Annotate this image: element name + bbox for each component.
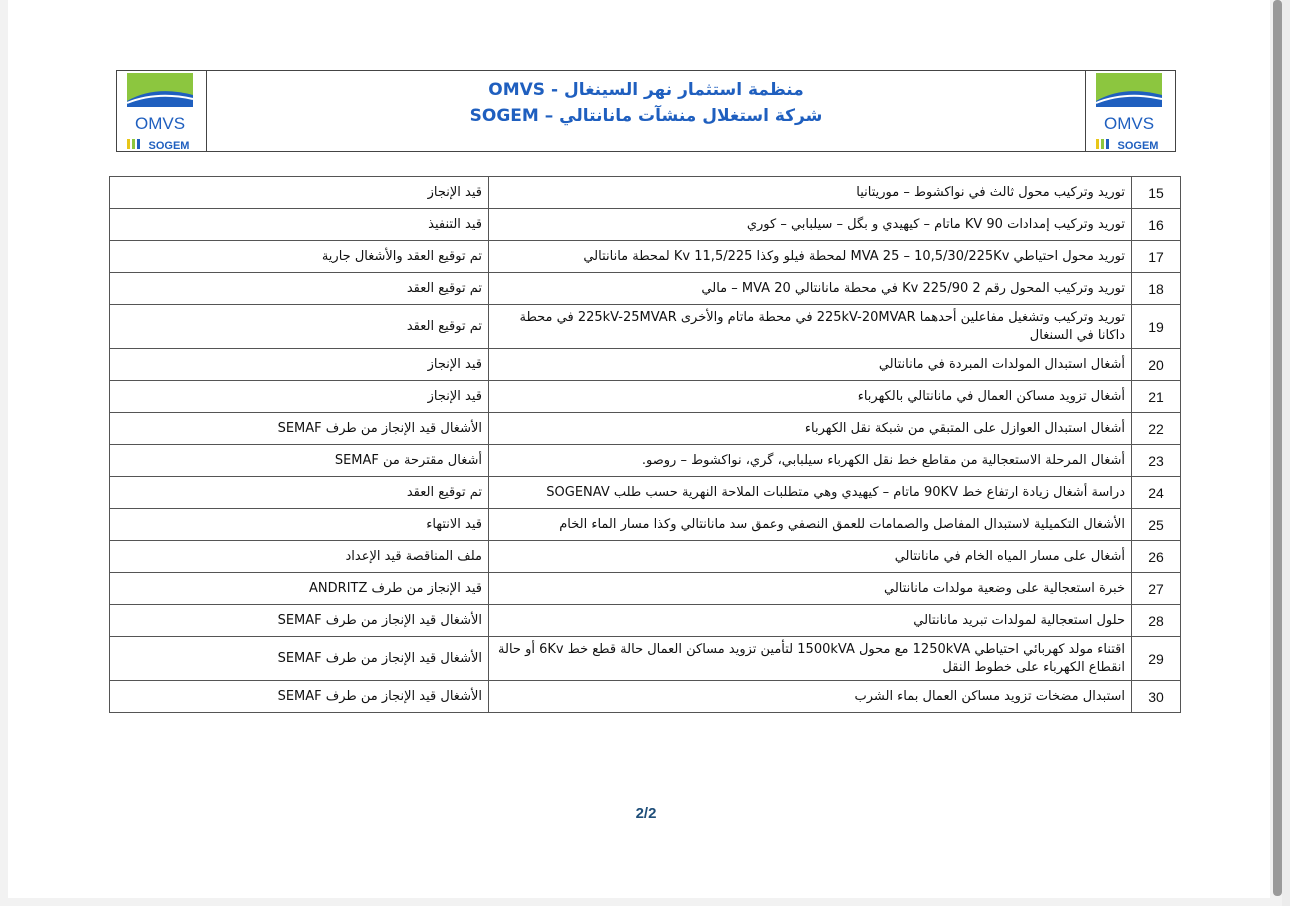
row-status: تم توقيع العقد: [110, 305, 489, 349]
row-number: 26: [1132, 541, 1181, 573]
table-row: [110, 241, 1181, 273]
table-row: [110, 573, 1181, 605]
table-row: [110, 637, 1181, 681]
omvs-logo-left: [117, 71, 207, 151]
row-status: أشغال مقترحة من SEMAF: [110, 445, 489, 477]
row-description: توريد محول احتياطي MVA 25 – 10,5/30/225Kv لمحطة فيلو وكذا 11,5/225 Kv لمحطة مانانتالي: [489, 241, 1132, 273]
row-status: الأشغال قيد الإنجاز من طرف SEMAF: [110, 637, 489, 681]
table-row: [110, 445, 1181, 477]
row-status: قيد الإنجاز من طرف ANDRITZ: [110, 573, 489, 605]
row-description: توريد وتركيب المحول رقم 2 225/90 Kv في محطة مانانتالي MVA 20 – مالي: [489, 273, 1132, 305]
row-description: توريد وتركيب وتشغيل مفاعلين أحدهما 225kV-20MVAR في محطة ماتام والأخرى 225kV-25MVAR في محطة داكانا في السنغال: [489, 305, 1132, 349]
table-row: [110, 605, 1181, 637]
row-status: ملف المناقصة قيد الإعداد: [110, 541, 489, 573]
row-status: تم توقيع العقد والأشغال جارية: [110, 241, 489, 273]
row-description: أشغال المرحلة الاستعجالية من مقاطع خط نقل الكهرباء سيلبابي، گري، نواكشوط – روصو.: [489, 445, 1132, 477]
table-row: [110, 413, 1181, 445]
row-number: 23: [1132, 445, 1181, 477]
row-status: قيد الإنجاز: [110, 381, 489, 413]
table-row: [110, 177, 1181, 209]
row-description: أشغال استبدال المولدات المبردة في مانانتالي: [489, 349, 1132, 381]
logo-brand-left: OMVS: [134, 114, 186, 133]
row-description: استبدال مضخات تزويد مساكن العمال بماء الشرب: [489, 681, 1132, 713]
row-number: 29: [1132, 637, 1181, 681]
row-description: دراسة أشغال زيادة ارتفاع خط 90KV ماتام – كيهيدي وهي متطلبات الملاحة النهرية حسب طلب SOGENAV: [489, 477, 1132, 509]
row-description: حلول استعجالية لمولدات تبريد مانانتالي: [489, 605, 1132, 637]
header-title: [207, 77, 1085, 129]
row-description: أشغال تزويد مساكن العمال في مانانتالي بالكهرباء: [489, 381, 1132, 413]
omvs-logo-right: [1085, 71, 1175, 151]
row-status: قيد الإنجاز: [110, 177, 489, 209]
row-number: 28: [1132, 605, 1181, 637]
row-number: 30: [1132, 681, 1181, 713]
vertical-scrollbar[interactable]: [1273, 0, 1282, 896]
row-status: تم توقيع العقد: [110, 273, 489, 305]
row-description: أشغال على مسار المياه الخام في مانانتالي: [489, 541, 1132, 573]
table-row: [110, 681, 1181, 713]
row-description: توريد وتركيب محول ثالث في نواكشوط – موريتانيا: [489, 177, 1132, 209]
row-status: قيد الانتهاء: [110, 509, 489, 541]
table-row: [110, 509, 1181, 541]
row-number: 22: [1132, 413, 1181, 445]
logo-sub-right: SOGEM: [1117, 140, 1159, 151]
row-status: الأشغال قيد الإنجاز من طرف SEMAF: [110, 681, 489, 713]
row-number: 19: [1132, 305, 1181, 349]
row-status: قيد التنفيذ: [110, 209, 489, 241]
row-number: 15: [1132, 177, 1181, 209]
row-number: 27: [1132, 573, 1181, 605]
table-row: [110, 477, 1181, 509]
table-row: [110, 541, 1181, 573]
table-row: [110, 381, 1181, 413]
row-description: اقتناء مولد كهربائي احتياطي 1250kVA مع محول 1500kVA لتأمين تزويد مساكن العمال حالة قطع خط 6Kv أو حالة انقطاع الكهرباء على خطوط النقل: [489, 637, 1132, 681]
row-number: 25: [1132, 509, 1181, 541]
table-row: [110, 273, 1181, 305]
row-description: أشغال استبدال العوازل على المتبقي من شبكة نقل الكهرباء: [489, 413, 1132, 445]
row-description: خبرة استعجالية على وضعية مولدات مانانتالي: [489, 573, 1132, 605]
header-title-line2: شركة استغلال منشآت مانانتالي – SOGEM: [469, 106, 823, 126]
logo-brand-right: OMVS: [1103, 114, 1155, 133]
row-description: توريد وتركيب إمدادات 90 KV ماتام – كيهيدي و بگل – سيلبابي – كوري: [489, 209, 1132, 241]
table-row: [110, 349, 1181, 381]
row-number: 24: [1132, 477, 1181, 509]
row-number: 16: [1132, 209, 1181, 241]
row-description: الأشغال التكميلية لاستبدال المفاصل والصمامات للعمق النصفي وعمق سد مانانتالي وكذا مسار الماء الخام: [489, 509, 1132, 541]
row-status: الأشغال قيد الإنجاز من طرف SEMAF: [110, 605, 489, 637]
header-title-line1: منظمة استثمار نهر السينغال - OMVS: [488, 80, 804, 100]
table-row: [110, 209, 1181, 241]
projects-table: [109, 176, 1181, 713]
scrollbar-track: [1282, 0, 1290, 906]
page-number: 2/2: [635, 805, 657, 822]
row-status: قيد الإنجاز: [110, 349, 489, 381]
document-header: [116, 70, 1176, 152]
row-status: الأشغال قيد الإنجاز من طرف SEMAF: [110, 413, 489, 445]
row-number: 18: [1132, 273, 1181, 305]
row-status: تم توقيع العقد: [110, 477, 489, 509]
row-number: 20: [1132, 349, 1181, 381]
table-row: [110, 305, 1181, 349]
logo-sub-left: SOGEM: [148, 140, 190, 151]
row-number: 17: [1132, 241, 1181, 273]
row-number: 21: [1132, 381, 1181, 413]
